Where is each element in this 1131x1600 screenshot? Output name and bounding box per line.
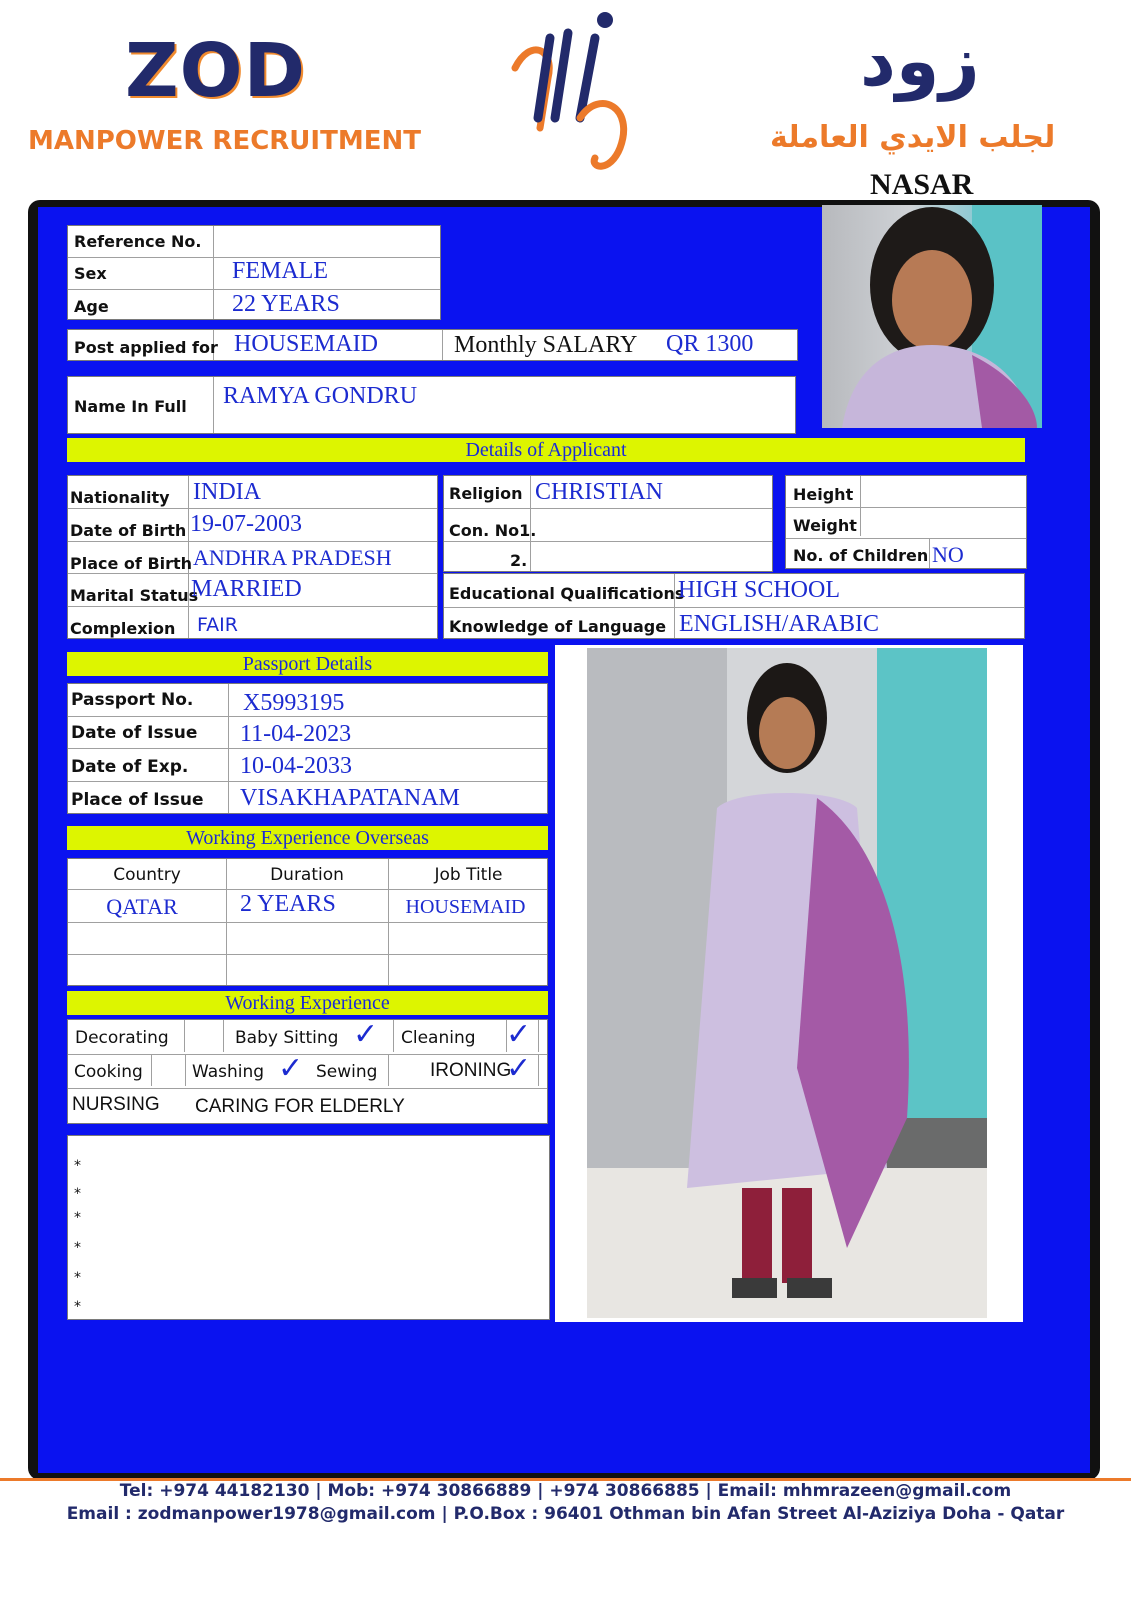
passport-no-label: Passport No. [71,690,194,710]
passport-box [67,683,548,814]
post-value: HOUSEMAID [234,331,378,357]
age-label: Age [74,297,109,316]
brand-name: ZOD [125,28,306,114]
overseas-title: Working Experience Overseas [67,826,548,850]
expiry-date-label: Date of Exp. [71,757,189,777]
notes-box [67,1135,550,1320]
baby-sitting-check-icon: ✓ [353,1017,379,1052]
sex-value: FEMALE [232,258,328,284]
language-value: ENGLISH/ARABIC [679,611,880,637]
skill-nursing: NURSING [72,1094,160,1115]
complexion-label: Complexion [70,619,176,638]
name-value: RAMYA GONDRU [223,383,418,409]
expiry-date-value: 10-04-2033 [240,753,352,779]
religion-box [443,475,773,572]
footer-contact-line2: Email : zodmanpower1978@gmail.com | P.O.Box : 96401 Othman bin Afan Street Al-Aziziya Doha - Qatar [66,1504,1065,1524]
experience-title: Working Experience [67,991,548,1015]
pob-label: Place of Birth [70,554,193,573]
post-box [67,329,798,361]
ironing-check-icon: ✓ [506,1051,532,1086]
footer-contact-line1: Tel: +974 44182130 | Mob: +974 30866889 | +974 30866885 | Email: mhmrazeen@gmail.com [119,1481,1012,1501]
washing-check-icon: ✓ [278,1051,304,1086]
dob-value: 19-07-2003 [190,511,302,537]
salary-value: QR 1300 [666,331,754,357]
nationality-value: INDIA [193,479,261,505]
passport-title: Passport Details [67,652,548,676]
height-label: Height [793,485,854,504]
skill-washing: Washing [192,1062,265,1082]
note-bullet: * [74,1240,81,1256]
post-label: Post applied for [74,338,218,357]
contact2-label: 2. [510,551,528,570]
full-body-figure-icon [587,648,987,1318]
physical-box [785,475,1027,569]
cleaning-check-icon: ✓ [506,1017,532,1052]
education-box [443,573,1025,639]
note-bullet: * [74,1299,81,1315]
col-duration: Duration [270,865,344,885]
marital-label: Marital Status [70,586,199,605]
full-body-photo [587,648,987,1318]
note-bullet: * [74,1210,81,1226]
col-country: Country [113,865,181,885]
skill-cooking: Cooking [74,1062,143,1082]
skill-decorating: Decorating [75,1028,169,1048]
skill-sewing: Sewing [316,1062,378,1082]
issue-date-value: 11-04-2023 [240,721,352,747]
dob-label: Date of Birth [70,521,187,540]
children-value: NO [932,542,964,567]
company-logo-icon [510,8,640,178]
name-box [67,376,796,434]
brand-subtitle: MANPOWER RECRUITMENT [28,126,421,156]
reference-label: Reference No. [74,232,202,251]
issue-place-label: Place of Issue [71,790,204,810]
children-label: No. of Children [793,546,929,565]
religion-label: Religion [449,484,523,503]
name-label: Name In Full [74,397,187,416]
sex-label: Sex [74,264,107,283]
issue-date-label: Date of Issue [71,723,198,743]
details-title: Details of Applicant [67,438,1025,462]
portrait-photo [822,205,1042,428]
arabic-brand: زود [860,20,980,102]
pob-value: ANDHRA PRADESH [193,545,392,570]
overseas-country: QATAR [106,894,178,919]
language-label: Knowledge of Language [449,617,667,636]
issue-place-value: VISAKHAPATANAM [240,785,460,811]
education-value: HIGH SCHOOL [678,577,840,603]
complexion-value: FAIR [197,614,238,636]
education-label: Educational Qualifications [449,584,685,603]
top-info-box [67,225,441,320]
arabic-subtitle: لجلب الايدي العاملة [770,120,1056,155]
weight-label: Weight [793,516,857,535]
details-left-box [67,475,438,639]
note-bullet: * [74,1158,81,1174]
passport-no-value: X5993195 [243,690,345,716]
col-job-title: Job Title [434,865,503,885]
portrait-figure-icon [822,205,1042,428]
religion-value: CHRISTIAN [535,479,664,505]
nationality-label: Nationality [70,488,170,507]
experience-box [67,1019,548,1124]
marital-value: MARRIED [191,576,302,602]
skill-cleaning: Cleaning [401,1028,476,1048]
overseas-table [67,858,548,986]
overseas-duration: 2 YEARS [240,891,336,917]
salary-label: Monthly SALARY [454,332,638,358]
note-bullet: * [74,1270,81,1286]
skill-baby-sitting: Baby Sitting [235,1028,339,1048]
overseas-job: HOUSEMAID [405,896,526,918]
age-value: 22 YEARS [232,291,340,317]
name-tag: NASAR [870,168,974,201]
skill-caring-elderly: CARING FOR ELDERLY [195,1096,405,1117]
note-bullet: * [74,1186,81,1202]
skill-ironing: IRONING [430,1060,512,1081]
contact1-label: Con. No1. [449,521,537,540]
